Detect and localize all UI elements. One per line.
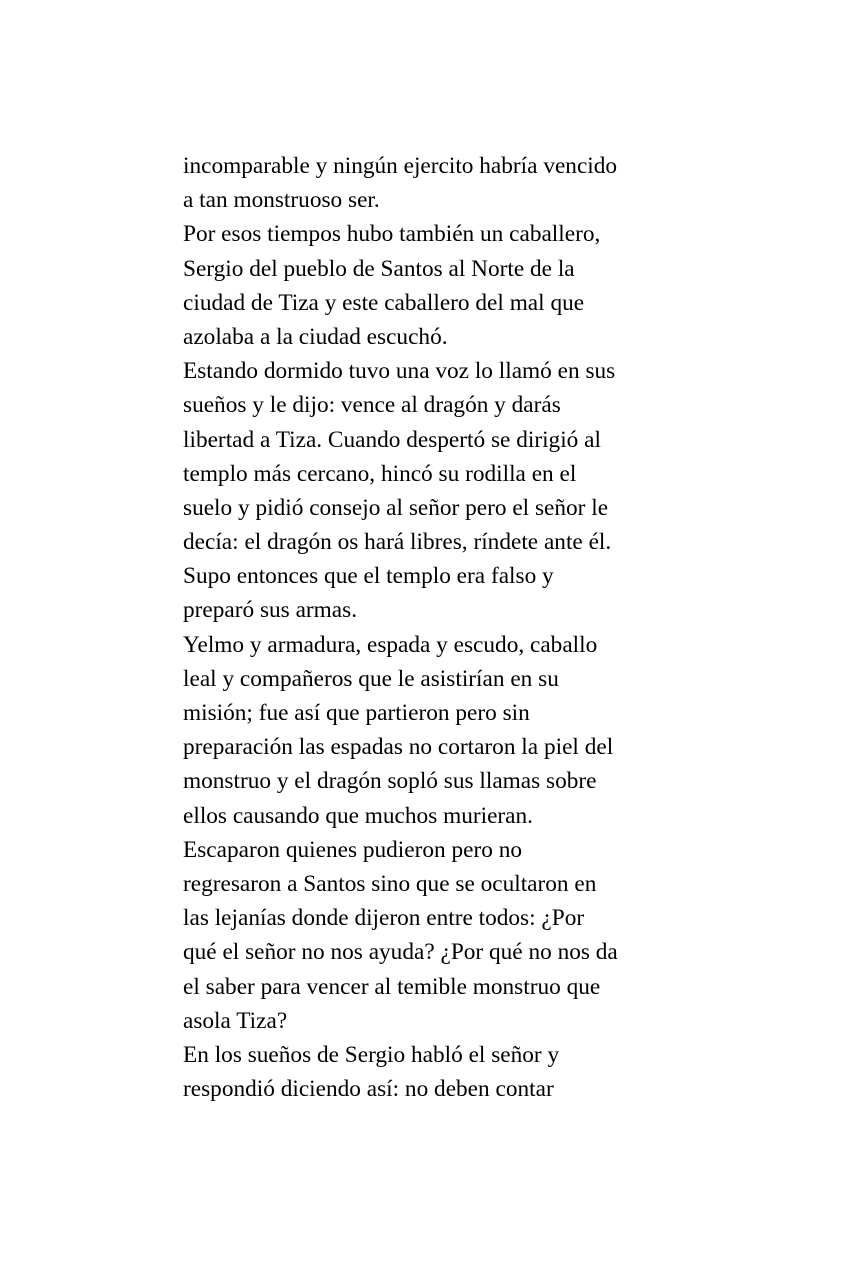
body-text xyxy=(183,149,683,1106)
text-line: decía: el dragón os hará libres, ríndete ante él. xyxy=(183,529,612,556)
text-line: azolaba a la ciudad escuchó. xyxy=(183,323,448,350)
text-line: el saber para vencer al temible monstruo que xyxy=(183,973,601,1000)
text-line: templo más cercano, hincó su rodilla en el xyxy=(183,460,577,487)
text-line: misión; fue así que partieron pero sin xyxy=(183,700,530,726)
text-line: sueños y le dijo: vence al dragón y darás xyxy=(183,392,561,419)
text-line: preparó sus armas. xyxy=(183,597,358,624)
text-line: ciudad de Tiza y este caballero del mal que xyxy=(183,289,585,316)
text-line: las lejanías donde dijeron entre todos: ¿Por xyxy=(183,905,585,932)
text-line: Escaparon quienes pudieron pero no xyxy=(183,836,522,863)
text-line: Por esos tiempos hubo también un caballero, xyxy=(183,221,601,248)
text-line: Yelmo y armadura, espada y escudo, caballo xyxy=(183,631,598,658)
text-line: Estando dormido tuvo una voz lo llamó en sus xyxy=(183,358,616,385)
text-line: asola Tiza? xyxy=(183,1007,288,1034)
text-line: incomparable y ningún ejercito habría vencido xyxy=(183,153,618,179)
text-line: Supo entonces que el templo era falso y xyxy=(183,563,554,590)
text-line: Sergio del pueblo de Santos al Norte de la xyxy=(183,255,575,282)
text-line: libertad a Tiza. Cuando despertó se dirigió al xyxy=(183,426,601,453)
text-line: regresaron a Santos sino que se ocultaron en xyxy=(183,870,597,897)
text-line: a tan monstruoso ser. xyxy=(183,187,380,214)
text-line: En los sueños de Sergio habló el señor y xyxy=(183,1041,560,1068)
text-line: suelo y pidió consejo al señor pero el señor le xyxy=(183,494,609,521)
text-line: preparación las espadas no cortaron la piel del xyxy=(183,734,614,761)
text-line: ellos causando que muchos murieran. xyxy=(183,802,533,829)
text-line: leal y compañeros que le asistirían en su xyxy=(183,665,559,692)
text-line: monstruo y el dragón sopló sus llamas sobre xyxy=(183,768,597,795)
text-line: qué el señor no nos ayuda? ¿Por qué no nos da xyxy=(183,939,618,966)
text-line: respondió diciendo así: no deben contar xyxy=(183,1076,554,1103)
